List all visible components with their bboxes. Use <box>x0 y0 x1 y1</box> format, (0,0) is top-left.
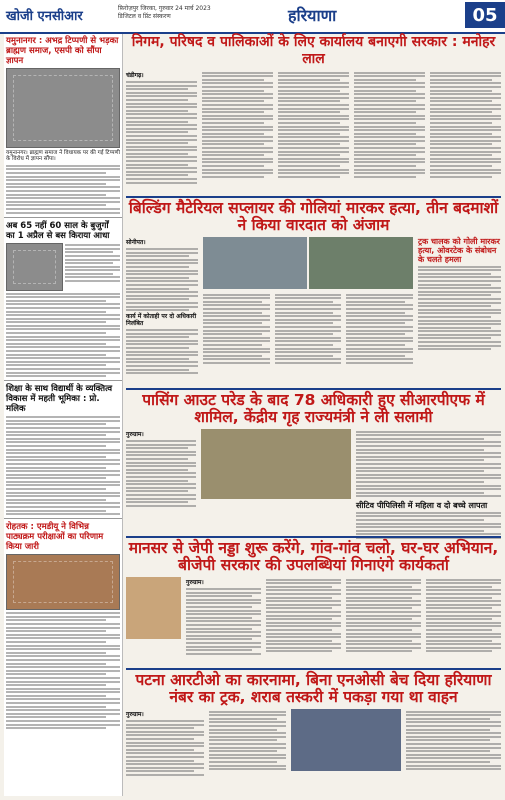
nadda-photo <box>126 577 181 639</box>
left-headline-4: रोहतक : एमडीयू ने विभिन्न पाठ्यक्रम परीक्षाओं का परिणाम किया जारी <box>6 522 104 553</box>
story-1: निगम, परिषद व पालिकाओं के लिए कार्यालय बनाएगी सरकार : मनोहर लाल चंडीगढ़। <box>126 34 501 194</box>
left-column <box>4 34 123 796</box>
university-photo <box>6 554 120 610</box>
liquor-seizure-photo <box>291 709 401 771</box>
section-title: हरियाणा <box>288 6 337 25</box>
left-text-block-2 <box>6 293 120 378</box>
date-line: फ़िरोज़पुर जिरका, गुरुवार 24 मार्च 2023 डिजिटल व प्रिंट संस्करण <box>118 5 211 20</box>
story-3-side-headline: सीटिव पीपिलिसी में महिला व दो बच्चे लापता <box>356 501 488 511</box>
story-5: पटना आरटीओ का कारनामा, बिना एनओसी बेच दिया हरियाणा नंबर का ट्रक, शराब तस्करी में पकड़ा गया था वाहन गुरुग्राम। <box>126 672 501 796</box>
protest-photo <box>6 68 120 148</box>
left-text-block-1 <box>6 165 120 214</box>
page-number: 05 <box>465 2 505 28</box>
main-area <box>126 34 501 796</box>
story-2-side-headline: ट्रक चालक को गोली मारकर हत्या, ओवरटेक के संबोधन के चलते हमला <box>418 237 500 264</box>
newspaper-logo: खोजी एनसीआर <box>6 9 83 24</box>
story-2: बिल्डिंग मैटेरियल सप्लायर की गोलियां मारकर हत्या, तीन बदमाशों ने किया वारदात को अंजाम सोनीपत। कार्य में कोताही पर दो अधिकारी निलंबित ट्रक चालक को गोली मारकर हत्या, ओवरटेक के संबोधन के चलते हमला <box>126 200 501 386</box>
left-text-block-4 <box>6 612 120 729</box>
left-headline-1: यमुनानगर : अभद्र टिप्पणी से भड़का ब्राह्मण समाज, एसपी को सौंपा ज्ञापन <box>6 36 119 66</box>
left-headline-3: शिक्षा के साथ विद्यार्थी के व्यक्तित्व विकास में महती भूमिका : प्रो. मलिक <box>6 384 113 415</box>
story-4-headline: मानसर से जेपी नड्डा शुरू करेंगे, गांव-गांव चलो, घर-घर अभियान, बीजेपी सरकार की उपलब्धियां गिनाएंगे कार्यकर्ता <box>128 539 499 574</box>
parade-photo <box>201 429 351 499</box>
story-3: पासिंग आउट परेड के बाद 78 अधिकारी हुए सीआरपीएफ में शामिल, केंद्रीय गृह राज्यमंत्री ने ली सलामी गुरुग्राम। सीटिव पीपिलिसी में महिला व दो बच्चे लापता <box>126 392 501 534</box>
story-5-headline: पटना आरटीओ का कारनामा, बिना एनओसी बेच दिया हरियाणा नंबर का ट्रक, शराब तस्करी में पकड़ा गया था वाहन <box>135 671 492 706</box>
story-4: मानसर से जेपी नड्डा शुरू करेंगे, गांव-गांव चलो, घर-घर अभियान, बीजेपी सरकार की उपलब्धियां गिनाएंगे कार्यकर्ता गुरुग्राम। <box>126 540 501 666</box>
masthead <box>0 0 505 34</box>
left-para-start: यमुनानगर। ब्राह्मण समाज ने विधायक पर की गई टिप्पणी के विरोध में ज्ञापन सौंपा। <box>6 150 120 163</box>
bus-photo <box>6 243 63 291</box>
left-headline-2: अब 65 नहीं 60 साल के बुजुर्गों का 1 अप्रैल से बस किराया आधा <box>6 220 110 241</box>
police-photo <box>309 237 413 289</box>
left-text-block-3 <box>6 416 120 515</box>
crime-scene-photo <box>203 237 307 289</box>
story-3-headline: पासिंग आउट परेड के बाद 78 अधिकारी हुए सीआरपीएफ में शामिल, केंद्रीय गृह राज्यमंत्री ने ली सलामी <box>142 391 485 426</box>
story-2-subhead: कार्य में कोताही पर दो अधिकारी निलंबित <box>126 313 197 328</box>
story-2-headline: बिल्डिंग मैटेरियल सप्लायर की गोलियां मारकर हत्या, तीन बदमाशों ने किया वारदात को अंजाम <box>128 199 499 234</box>
story-1-headline: निगम, परिषद व पालिकाओं के लिए कार्यालय बनाएगी सरकार : मनोहर लाल <box>131 34 496 67</box>
